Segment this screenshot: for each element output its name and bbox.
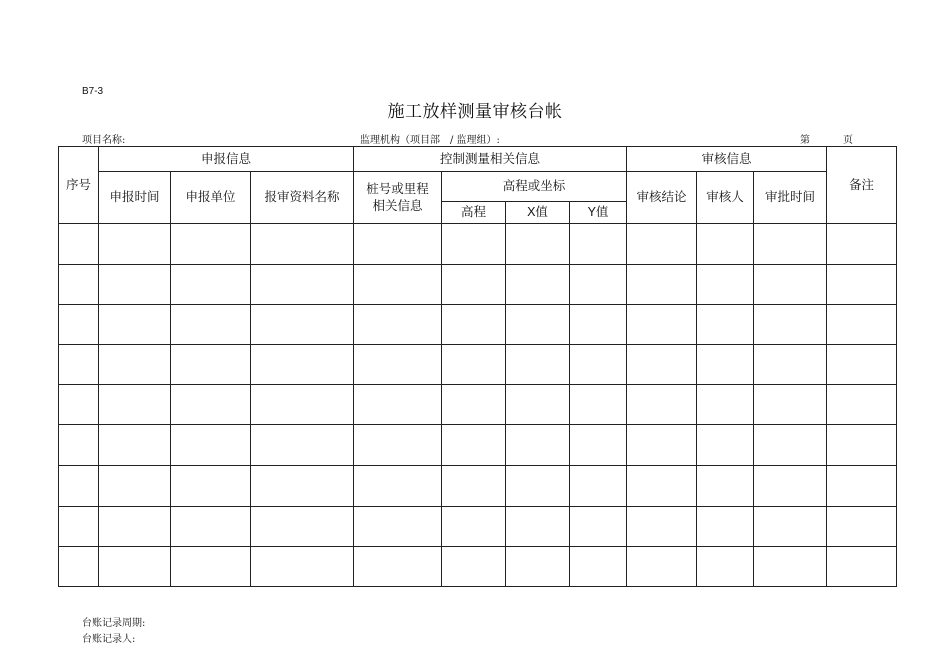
table-cell[interactable] xyxy=(754,547,827,587)
header-row-1 xyxy=(59,147,897,172)
table-cell[interactable] xyxy=(627,345,697,385)
table-cell[interactable] xyxy=(354,547,442,587)
table-row xyxy=(59,224,897,265)
table-cell[interactable] xyxy=(251,305,354,345)
table-cell[interactable] xyxy=(354,305,442,345)
col-elevation: 高程 xyxy=(442,202,506,224)
col-station-line1: 桩号或里程 xyxy=(366,180,429,196)
table-cell[interactable] xyxy=(697,224,754,265)
table-cell[interactable] xyxy=(627,305,697,345)
table-cell[interactable] xyxy=(827,385,897,425)
table-cell[interactable] xyxy=(251,224,354,265)
table-cell[interactable] xyxy=(827,466,897,507)
table-cell[interactable] xyxy=(570,345,627,385)
table-cell[interactable] xyxy=(171,547,251,587)
table-cell[interactable] xyxy=(627,265,697,305)
table-cell[interactable] xyxy=(627,385,697,425)
table-cell[interactable] xyxy=(570,385,627,425)
table-cell[interactable] xyxy=(354,385,442,425)
table-cell[interactable] xyxy=(506,547,570,587)
table-cell[interactable] xyxy=(506,507,570,547)
table-cell[interactable] xyxy=(570,224,627,265)
table-cell[interactable] xyxy=(754,265,827,305)
col-reviewer: 审核人 xyxy=(697,172,754,224)
table-cell[interactable] xyxy=(251,345,354,385)
group-control-survey-info: 控制测量相关信息 xyxy=(354,147,627,172)
col-doc-name: 报审资料名称 xyxy=(251,172,354,224)
table-cell[interactable] xyxy=(171,224,251,265)
table-cell[interactable] xyxy=(171,345,251,385)
table-cell[interactable] xyxy=(697,425,754,466)
table-cell[interactable] xyxy=(99,265,171,305)
table-cell[interactable] xyxy=(251,466,354,507)
table-cell[interactable] xyxy=(99,466,171,507)
table-cell[interactable] xyxy=(570,265,627,305)
table-cell[interactable] xyxy=(251,265,354,305)
col-approve-time: 审批时间 xyxy=(754,172,827,224)
table-cell[interactable] xyxy=(354,466,442,507)
table-cell[interactable] xyxy=(442,466,506,507)
table-cell[interactable] xyxy=(697,507,754,547)
table-cell[interactable] xyxy=(354,265,442,305)
col-elev-coord: 高程或坐标 xyxy=(442,172,627,202)
table-cell[interactable] xyxy=(59,507,99,547)
col-conclusion: 审核结论 xyxy=(627,172,697,224)
table-cell[interactable] xyxy=(827,265,897,305)
table-row xyxy=(59,507,897,547)
table-cell[interactable] xyxy=(570,466,627,507)
col-remarks: 备注 xyxy=(827,147,897,224)
table-cell[interactable] xyxy=(827,345,897,385)
col-apply-unit: 申报单位 xyxy=(171,172,251,224)
table-cell[interactable] xyxy=(59,345,99,385)
table-cell[interactable] xyxy=(754,345,827,385)
table-cell[interactable] xyxy=(251,385,354,425)
table-cell[interactable] xyxy=(442,425,506,466)
table-cell[interactable] xyxy=(59,305,99,345)
table-cell[interactable] xyxy=(99,345,171,385)
table-cell[interactable] xyxy=(99,547,171,587)
table-cell[interactable] xyxy=(354,345,442,385)
table-cell[interactable] xyxy=(354,425,442,466)
table-row xyxy=(59,466,897,507)
form-code: B7-3 xyxy=(82,86,104,97)
table-row xyxy=(59,547,897,587)
table-row xyxy=(59,385,897,425)
table-cell[interactable] xyxy=(627,507,697,547)
table-cell[interactable] xyxy=(354,507,442,547)
table-cell[interactable] xyxy=(754,305,827,345)
table-cell[interactable] xyxy=(570,425,627,466)
table-cell[interactable] xyxy=(827,224,897,265)
table-cell[interactable] xyxy=(506,385,570,425)
table-cell[interactable] xyxy=(697,385,754,425)
table-cell[interactable] xyxy=(697,265,754,305)
table-cell[interactable] xyxy=(171,466,251,507)
table-row xyxy=(59,305,897,345)
table-cell[interactable] xyxy=(570,305,627,345)
table-cell[interactable] xyxy=(627,224,697,265)
col-x-value: X值 xyxy=(506,202,570,224)
table-cell[interactable] xyxy=(171,425,251,466)
table-cell[interactable] xyxy=(59,224,99,265)
ledger-table xyxy=(58,146,897,587)
ledger-period-label: 台账记录周期: xyxy=(82,618,146,629)
table-cell[interactable] xyxy=(506,224,570,265)
table-cell[interactable] xyxy=(171,265,251,305)
table-cell[interactable] xyxy=(506,425,570,466)
table-cell[interactable] xyxy=(697,466,754,507)
table-cell[interactable] xyxy=(506,466,570,507)
table-cell[interactable] xyxy=(442,345,506,385)
table-cell[interactable] xyxy=(827,305,897,345)
supervisor-org-label: 监理机构（项目部 / 监理组）: xyxy=(360,135,500,146)
group-application-info: 申报信息 xyxy=(99,147,354,172)
table-row xyxy=(59,345,897,385)
table-cell[interactable] xyxy=(442,385,506,425)
table-cell[interactable] xyxy=(827,507,897,547)
table-cell[interactable] xyxy=(754,507,827,547)
table-row xyxy=(59,265,897,305)
table-cell[interactable] xyxy=(59,466,99,507)
table-cell[interactable] xyxy=(506,305,570,345)
table-cell[interactable] xyxy=(59,425,99,466)
table-row xyxy=(59,425,897,466)
table-cell[interactable] xyxy=(442,265,506,305)
col-y-value: Y值 xyxy=(570,202,627,224)
ledger-recorder-label: 台账记录人: xyxy=(82,634,136,645)
table-cell[interactable] xyxy=(697,547,754,587)
table-cell[interactable] xyxy=(697,305,754,345)
table-cell[interactable] xyxy=(506,265,570,305)
table-cell[interactable] xyxy=(754,425,827,466)
col-station-info xyxy=(354,172,442,224)
page-number-prefix: 第 xyxy=(800,135,810,146)
table-cell[interactable] xyxy=(99,224,171,265)
table-cell[interactable] xyxy=(627,425,697,466)
table-cell[interactable] xyxy=(59,547,99,587)
table-cell[interactable] xyxy=(506,345,570,385)
table-cell[interactable] xyxy=(754,466,827,507)
table-cell[interactable] xyxy=(754,224,827,265)
table-cell[interactable] xyxy=(171,385,251,425)
table-cell[interactable] xyxy=(171,507,251,547)
page-title: 施工放样测量审核台帐 xyxy=(387,102,563,122)
table-cell[interactable] xyxy=(442,305,506,345)
table-cell[interactable] xyxy=(59,265,99,305)
table-cell[interactable] xyxy=(627,466,697,507)
table-cell[interactable] xyxy=(354,224,442,265)
group-review-info: 审核信息 xyxy=(627,147,827,172)
table-cell[interactable] xyxy=(754,385,827,425)
table-cell[interactable] xyxy=(827,547,897,587)
page-number-suffix: 页 xyxy=(843,135,853,146)
table-cell[interactable] xyxy=(99,385,171,425)
table-cell[interactable] xyxy=(251,547,354,587)
table-cell[interactable] xyxy=(99,507,171,547)
table-cell[interactable] xyxy=(171,305,251,345)
table-cell[interactable] xyxy=(827,425,897,466)
table-cell[interactable] xyxy=(251,507,354,547)
table-cell[interactable] xyxy=(59,385,99,425)
table-cell[interactable] xyxy=(251,425,354,466)
col-apply-time: 申报时间 xyxy=(99,172,171,224)
table-cell[interactable] xyxy=(442,547,506,587)
col-station-line2: 相关信息 xyxy=(372,197,423,213)
table-cell[interactable] xyxy=(570,507,627,547)
table-cell[interactable] xyxy=(442,507,506,547)
table-cell[interactable] xyxy=(442,224,506,265)
col-seq: 序号 xyxy=(59,147,99,224)
project-name-label: 项目名称: xyxy=(82,135,126,146)
table-cell[interactable] xyxy=(99,425,171,466)
table-cell[interactable] xyxy=(99,305,171,345)
table-cell[interactable] xyxy=(627,547,697,587)
table-cell[interactable] xyxy=(697,345,754,385)
header-row-2 xyxy=(59,172,897,202)
table-cell[interactable] xyxy=(570,547,627,587)
